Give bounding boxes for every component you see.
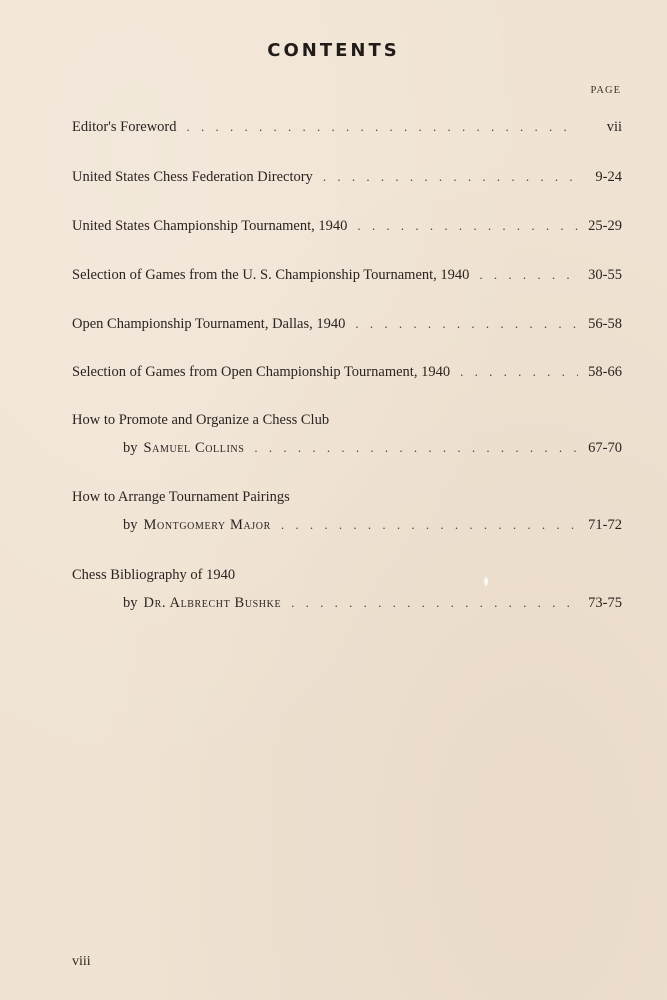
dot-leader	[187, 119, 578, 135]
by-label: by	[123, 440, 138, 456]
entry-page: 9-24	[595, 169, 622, 185]
toc-entry[interactable]	[72, 316, 622, 338]
entry-author-line	[123, 440, 244, 457]
dot-leader	[357, 218, 578, 234]
entry-title: Open Championship Tournament, Dallas, 1940	[72, 316, 346, 332]
entry-author-line	[123, 517, 271, 534]
entry-author-line	[123, 595, 281, 612]
toc-entry-author-line[interactable]	[123, 517, 622, 539]
entry-author: Dr. Albrecht Bushke	[143, 595, 282, 611]
entry-page: 30-55	[588, 267, 622, 283]
entry-title: Selection of Games from the U. S. Championship Tournament, 1940	[72, 267, 470, 283]
entry-title: Selection of Games from Open Championship Tournament, 1940	[72, 364, 451, 380]
by-label: by	[123, 517, 138, 533]
dot-leader	[460, 364, 578, 380]
entry-page: 56-58	[588, 316, 622, 332]
toc-entry[interactable]	[72, 267, 622, 289]
entry-page: 73-75	[588, 595, 622, 611]
entry-title: United States Championship Tournament, 1940	[72, 218, 348, 234]
entry-page: 25-29	[588, 218, 622, 234]
dot-leader	[479, 267, 578, 283]
entry-page: 67-70	[588, 440, 622, 456]
entry-author: Montgomery Major	[143, 517, 271, 533]
dot-leader	[254, 440, 578, 456]
toc-entry-author-line[interactable]	[123, 440, 622, 462]
authored-entry-title[interactable]: Chess Bibliography of 1940	[72, 567, 236, 583]
toc-entry[interactable]	[72, 169, 622, 191]
entry-title: United States Chess Federation Directory	[72, 169, 313, 185]
dot-leader	[281, 517, 578, 533]
paper-speck	[484, 577, 488, 586]
page-title: CONTENTS	[267, 40, 400, 61]
page-column-header: PAGE	[590, 85, 621, 96]
entry-author: Samuel Collins	[143, 440, 245, 456]
page-number: viii	[72, 954, 91, 969]
toc-entry[interactable]	[72, 364, 622, 386]
by-label: by	[123, 595, 138, 611]
authored-entry-title[interactable]: How to Promote and Organize a Chess Club	[72, 412, 330, 428]
dot-leader	[323, 169, 578, 185]
entry-title: Editor's Foreword	[72, 119, 177, 135]
entry-page: vii	[606, 119, 622, 135]
dot-leader	[355, 316, 578, 332]
toc-entry[interactable]	[72, 218, 622, 240]
toc-entry[interactable]	[72, 119, 622, 141]
authored-entry-title[interactable]: How to Arrange Tournament Pairings	[72, 489, 290, 505]
dot-leader	[291, 595, 578, 611]
toc-entry-author-line[interactable]	[123, 595, 622, 617]
entry-page: 58-66	[588, 364, 622, 380]
entry-page: 71-72	[588, 517, 622, 533]
